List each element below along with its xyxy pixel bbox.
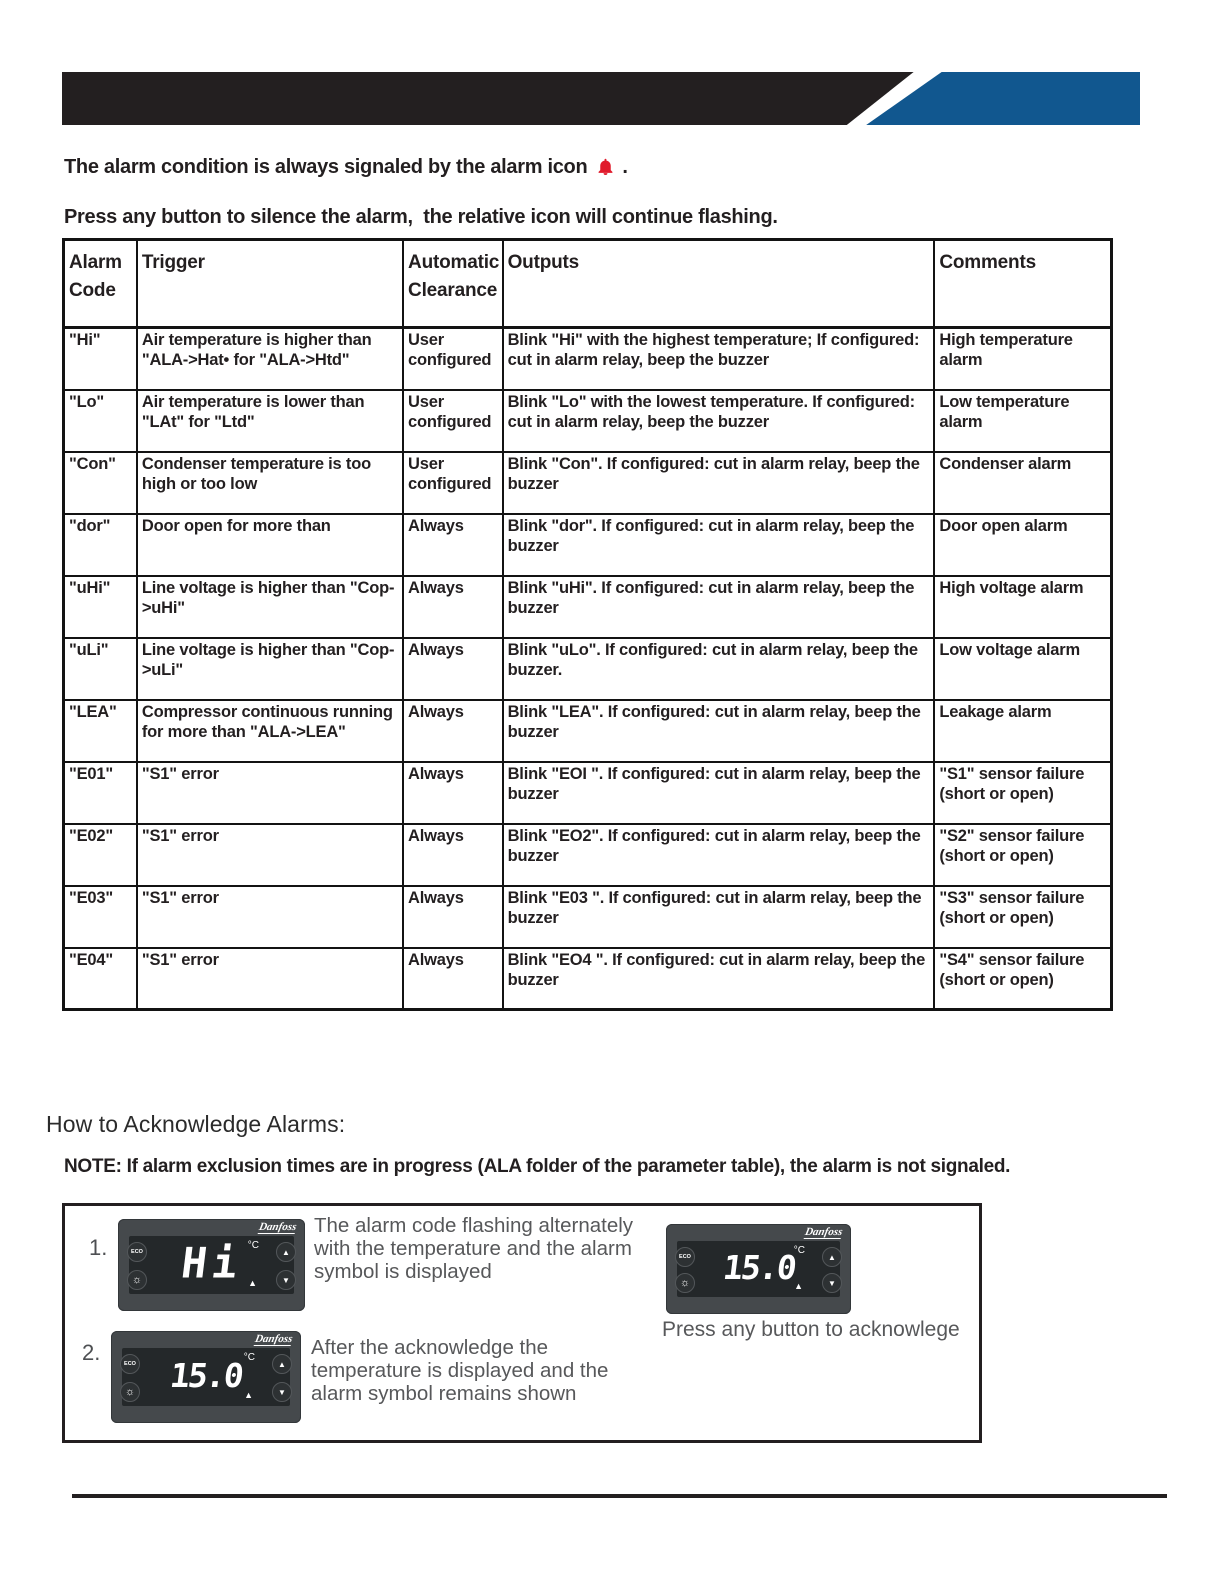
header-banner bbox=[62, 72, 1140, 125]
note-ala-label: ALA bbox=[483, 1156, 522, 1177]
cell-alarm-code: "Lo" bbox=[64, 390, 137, 452]
cell-comments: Leakage alarm bbox=[934, 700, 1111, 762]
cell-alarm-code: "LEA" bbox=[64, 700, 137, 762]
cell-outputs: Blink "EO2". If configured: cut in alarm relay, beep the buzzer bbox=[503, 824, 935, 886]
cell-trigger: Air temperature is higher than "ALA->Hat• for "ALA->Htd" bbox=[137, 328, 403, 390]
cell-comments: Low temperature alarm bbox=[934, 390, 1111, 452]
alarm-intro-text: The alarm condition is always signaled by the alarm icon bbox=[64, 156, 588, 178]
cell-outputs: Blink "EOI ". If configured: cut in alarm relay, beep the buzzer bbox=[503, 762, 935, 824]
table-row bbox=[64, 824, 1112, 886]
cell-trigger: Line voltage is higher than "Cop->uHi" bbox=[137, 576, 403, 638]
cell-clearance: Always bbox=[403, 514, 503, 576]
cell-outputs: Blink "Lo" with the lowest temperature. If configured: cut in alarm relay, beep the buzzer bbox=[503, 390, 935, 452]
cell-trigger: Compressor continuous running for more than "ALA->LEA" bbox=[137, 700, 403, 762]
cell-outputs: Blink "E03 ". If configured: cut in alarm relay, beep the buzzer bbox=[503, 886, 935, 948]
cell-clearance: Always bbox=[403, 576, 503, 638]
cell-trigger: "S1" error bbox=[137, 824, 403, 886]
alarm-symbol-icon: ▲ bbox=[248, 1278, 257, 1288]
display-value: 15.0 bbox=[720, 1247, 797, 1287]
table-row bbox=[64, 390, 1112, 452]
cell-trigger: Line voltage is higher than "Cop->uLi" bbox=[137, 638, 403, 700]
step2-description: After the acknowledge the temperature is displayed and the alarm symbol remains shown bbox=[311, 1336, 609, 1406]
table-row bbox=[64, 514, 1112, 576]
step2-number: 2. bbox=[82, 1340, 101, 1365]
footer-divider bbox=[72, 1494, 1167, 1498]
cell-outputs: Blink "uLo". If configured: cut in alarm relay, beep the buzzer. bbox=[503, 638, 935, 700]
cell-comments: Condenser alarm bbox=[934, 452, 1111, 514]
note-seg2: folder of the parameter table), the alarm is not signaled. bbox=[521, 1156, 1011, 1177]
cell-comments: High temperature alarm bbox=[934, 328, 1111, 390]
acknowledge-caption: Press any button to acknowlege bbox=[662, 1318, 960, 1341]
table-row bbox=[64, 886, 1112, 948]
cell-clearance: Always bbox=[403, 824, 503, 886]
display-value: Hi bbox=[178, 1238, 245, 1288]
cell-trigger: Air temperature is lower than "LAt" for "Ltd" bbox=[137, 390, 403, 452]
cell-alarm-code: "uHi" bbox=[64, 576, 137, 638]
celsius-label: °C bbox=[243, 1352, 255, 1363]
light-button-icon: ☼ bbox=[120, 1382, 140, 1402]
cell-outputs: Blink "dor". If configured: cut in alarm relay, beep the buzzer bbox=[503, 514, 935, 576]
cell-clearance: Always bbox=[403, 762, 503, 824]
controller-screen bbox=[129, 1236, 294, 1294]
danfoss-logo: Danfoss bbox=[253, 1333, 294, 1345]
silence-instruction: Press any button to silence the alarm, the relative icon will continue flashing. bbox=[64, 206, 778, 228]
cell-trigger: Door open for more than bbox=[137, 514, 403, 576]
light-button-icon: ☼ bbox=[675, 1273, 695, 1293]
cell-trigger: Condenser temperature is too high or too low bbox=[137, 452, 403, 514]
eco-button: ECO bbox=[675, 1247, 695, 1267]
eco-button: ECO bbox=[120, 1354, 140, 1374]
note-label: NOTE bbox=[64, 1156, 116, 1177]
table-header-row bbox=[64, 240, 1112, 328]
up-button-icon: ▲ bbox=[272, 1354, 292, 1374]
cell-trigger: "S1" error bbox=[137, 948, 403, 1010]
cell-clearance: Always bbox=[403, 638, 503, 700]
step1-number: 1. bbox=[89, 1235, 108, 1260]
table-row bbox=[64, 700, 1112, 762]
cell-comments: "S4" sensor failure (short or open) bbox=[934, 948, 1111, 1010]
controller-screen bbox=[122, 1348, 290, 1406]
cell-clearance: Always bbox=[403, 700, 503, 762]
col-header-outputs: Outputs bbox=[503, 240, 935, 328]
alarm-intro-line bbox=[64, 156, 628, 179]
up-button-icon: ▲ bbox=[822, 1247, 842, 1267]
note-seg1: : If alarm exclusion times are in progress ( bbox=[115, 1156, 484, 1177]
col-header-clearance: Automatic Clearance bbox=[403, 240, 503, 328]
cell-outputs: Blink "EO4 ". If configured: cut in alarm relay, beep the buzzer bbox=[503, 948, 935, 1010]
alarm-bell-icon bbox=[595, 157, 616, 178]
cell-clearance: Always bbox=[403, 948, 503, 1010]
cell-comments: "S2" sensor failure (short or open) bbox=[934, 824, 1111, 886]
controller-screen bbox=[677, 1241, 840, 1297]
cell-clearance: User configured bbox=[403, 328, 503, 390]
cell-alarm-code: "Hi" bbox=[64, 328, 137, 390]
col-header-alarm-code: Alarm Code bbox=[64, 240, 137, 328]
alarm-intro-period: . bbox=[622, 156, 628, 178]
cell-clearance: User configured bbox=[403, 390, 503, 452]
table-row bbox=[64, 762, 1112, 824]
cell-alarm-code: "E04" bbox=[64, 948, 137, 1010]
alarm-symbol-icon: ▲ bbox=[794, 1281, 803, 1291]
table-row bbox=[64, 948, 1112, 1010]
cell-alarm-code: "Con" bbox=[64, 452, 137, 514]
alarm-symbol-icon: ▲ bbox=[244, 1390, 253, 1400]
col-header-comments: Comments bbox=[934, 240, 1111, 328]
celsius-label: °C bbox=[247, 1240, 259, 1251]
cell-comments: High voltage alarm bbox=[934, 576, 1111, 638]
cell-alarm-code: "E01" bbox=[64, 762, 137, 824]
table-row bbox=[64, 576, 1112, 638]
light-button-icon: ☼ bbox=[127, 1270, 147, 1290]
cell-outputs: Blink "LEA". If configured: cut in alarm relay, beep the buzzer bbox=[503, 700, 935, 762]
cell-trigger: "S1" error bbox=[137, 762, 403, 824]
acknowledge-figure bbox=[62, 1203, 982, 1443]
table-row bbox=[64, 452, 1112, 514]
danfoss-logo: Danfoss bbox=[257, 1221, 298, 1233]
cell-clearance: Always bbox=[403, 886, 503, 948]
cell-alarm-code: "dor" bbox=[64, 514, 137, 576]
down-button-icon: ▼ bbox=[276, 1270, 296, 1290]
cell-comments: Low voltage alarm bbox=[934, 638, 1111, 700]
cell-alarm-code: "E03" bbox=[64, 886, 137, 948]
controller-display-acknowledge bbox=[666, 1224, 851, 1314]
cell-alarm-code: "uLi" bbox=[64, 638, 137, 700]
cell-comments: Door open alarm bbox=[934, 514, 1111, 576]
col-header-trigger: Trigger bbox=[137, 240, 403, 328]
up-button-icon: ▲ bbox=[276, 1242, 296, 1262]
table-row bbox=[64, 328, 1112, 390]
down-button-icon: ▼ bbox=[272, 1382, 292, 1402]
display-value: 15.0 bbox=[167, 1355, 245, 1395]
ack-section-heading: How to Acknowledge Alarms: bbox=[46, 1111, 346, 1137]
cell-trigger: "S1" error bbox=[137, 886, 403, 948]
cell-comments: "S3" sensor failure (short or open) bbox=[934, 886, 1111, 948]
controller-display-step1 bbox=[118, 1219, 305, 1311]
cell-outputs: Blink "Hi" with the highest temperature; If configured: cut in alarm relay, beep the buzzer bbox=[503, 328, 935, 390]
step1-description: The alarm code flashing alternately with the temperature and the alarm symbol is displayed bbox=[314, 1214, 634, 1284]
down-button-icon: ▼ bbox=[822, 1273, 842, 1293]
cell-outputs: Blink "uHi". If configured: cut in alarm relay, beep the buzzer bbox=[503, 576, 935, 638]
celsius-label: °C bbox=[793, 1245, 805, 1256]
danfoss-logo: Danfoss bbox=[803, 1226, 844, 1238]
cell-clearance: User configured bbox=[403, 452, 503, 514]
cell-comments: "S1" sensor failure (short or open) bbox=[934, 762, 1111, 824]
alarm-table bbox=[62, 238, 1113, 1011]
table-row bbox=[64, 638, 1112, 700]
eco-button: ECO bbox=[127, 1242, 147, 1262]
cell-outputs: Blink "Con". If configured: cut in alarm relay, beep the buzzer bbox=[503, 452, 935, 514]
controller-display-step2 bbox=[111, 1331, 301, 1423]
note-line bbox=[64, 1156, 1010, 1178]
cell-alarm-code: "E02" bbox=[64, 824, 137, 886]
